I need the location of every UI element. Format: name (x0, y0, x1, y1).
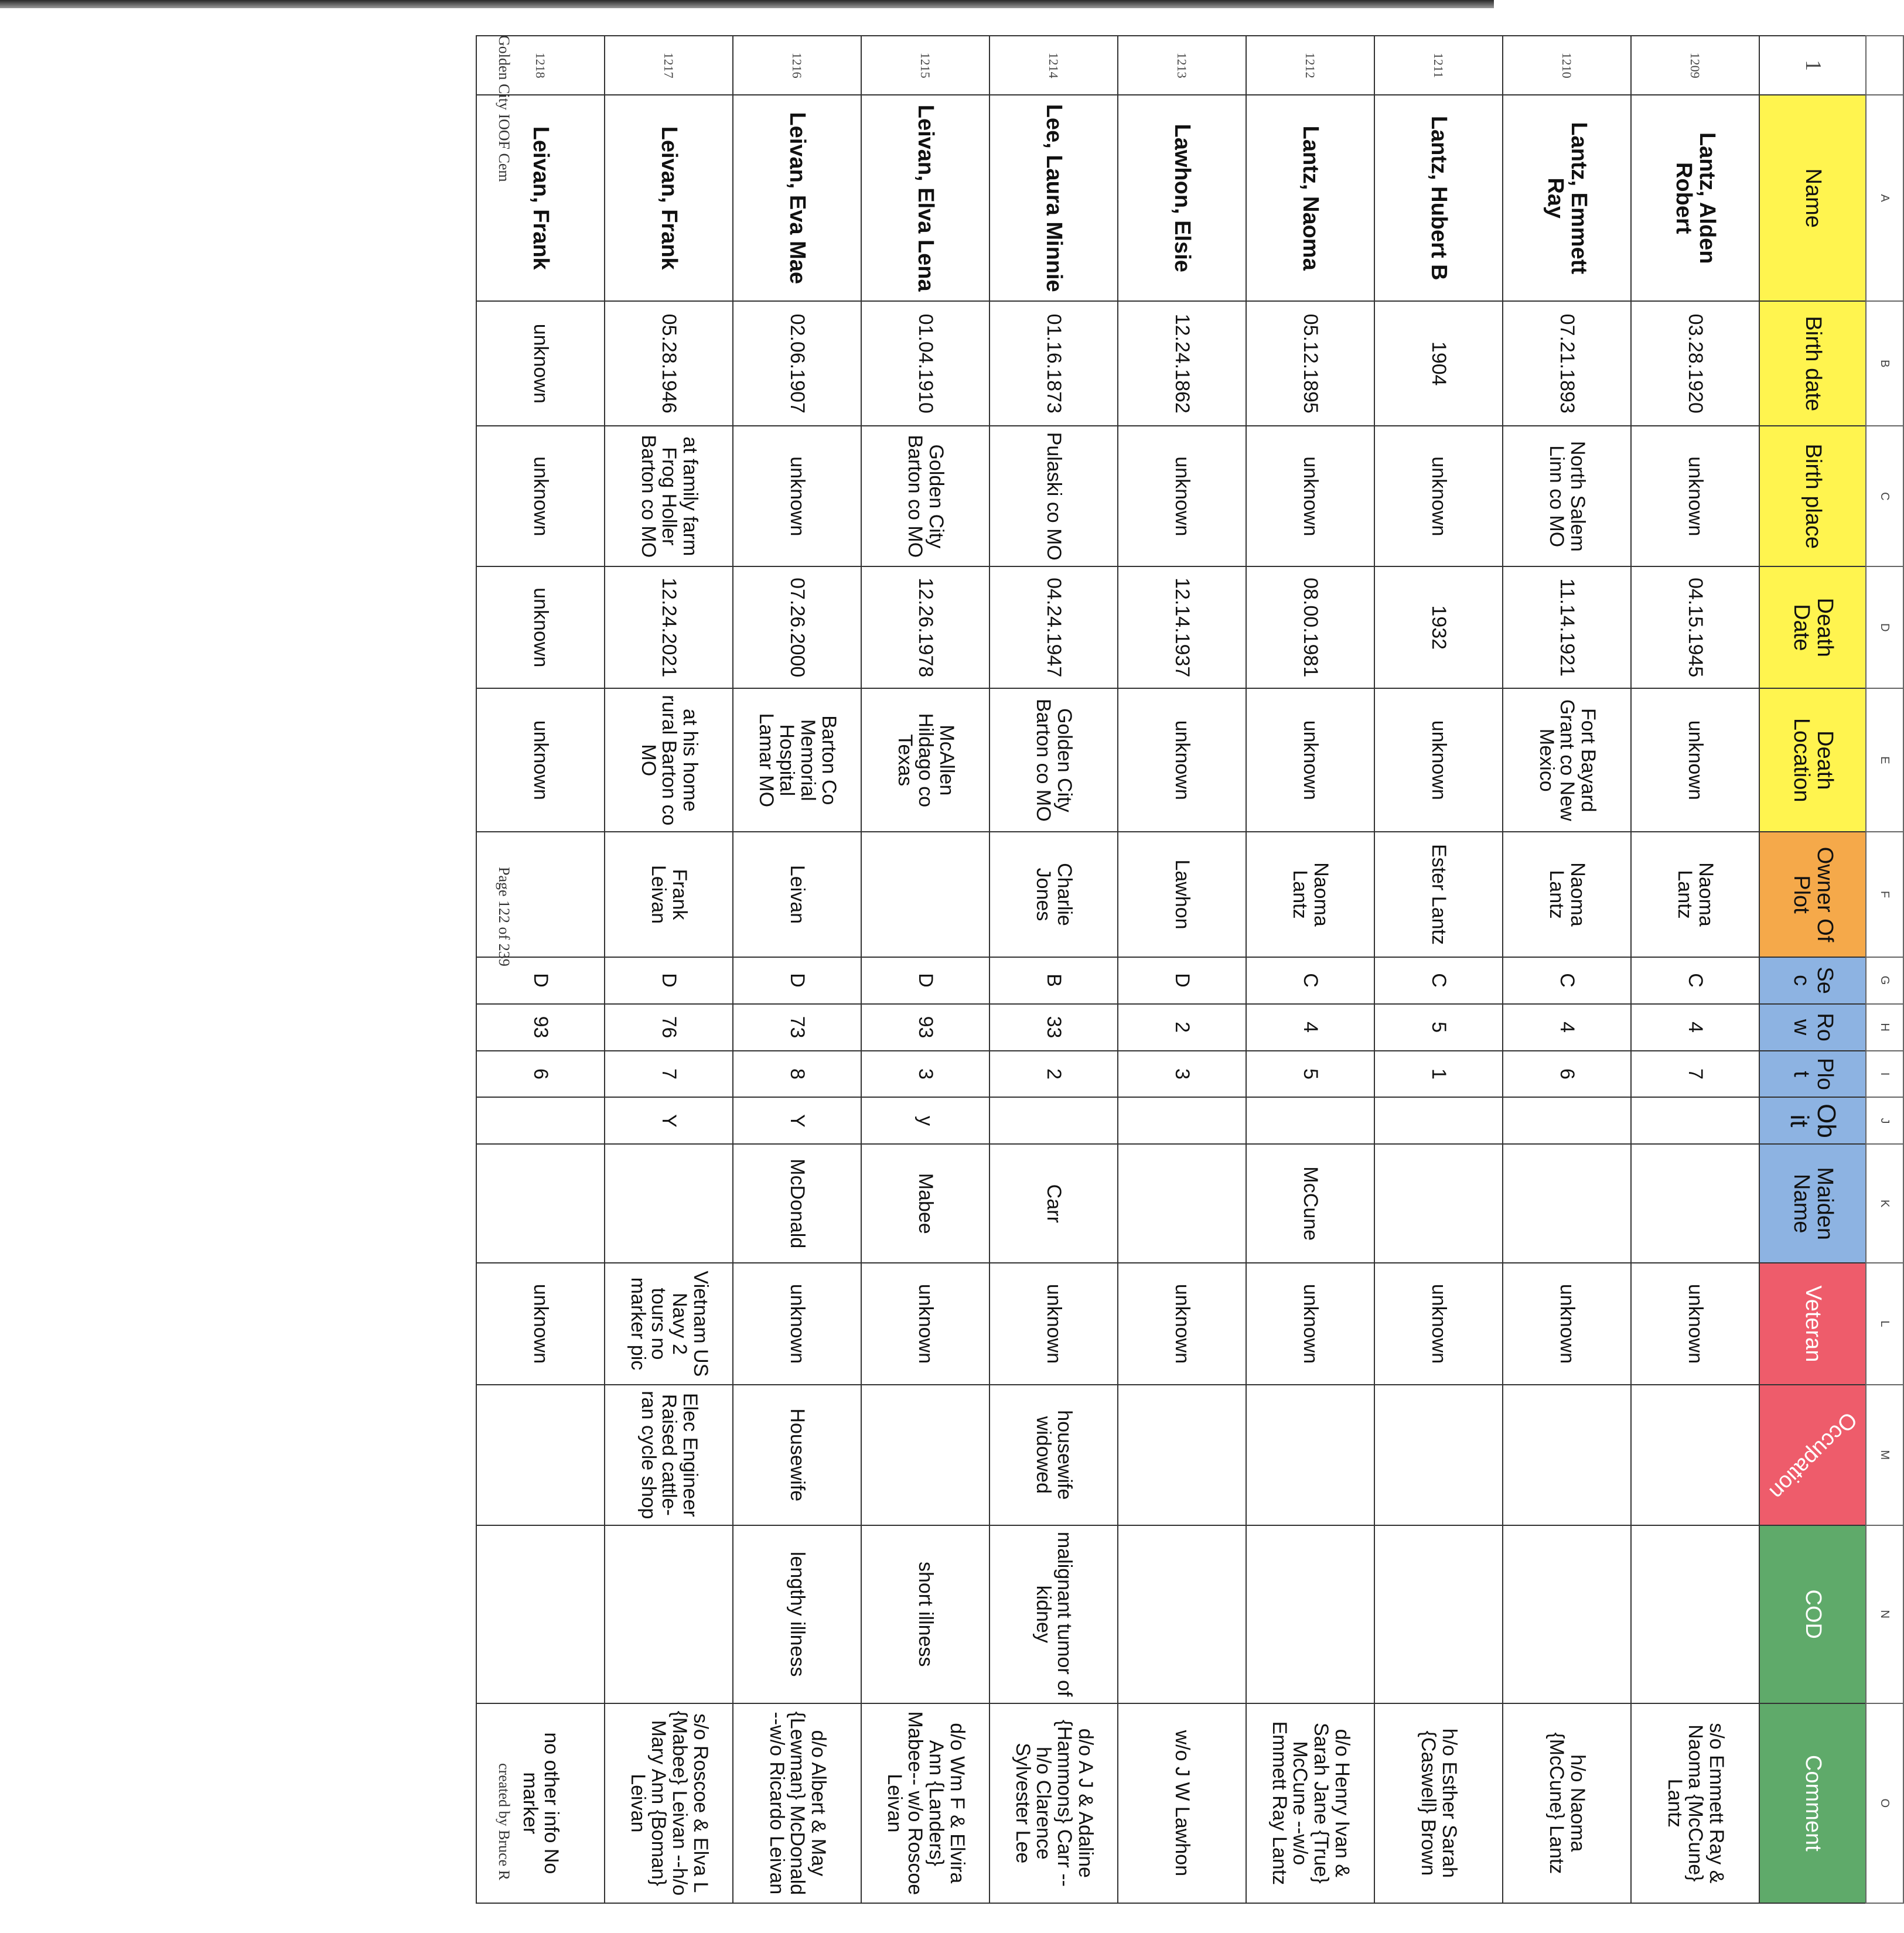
row-number: 1218 (476, 36, 605, 95)
cell-sec: B (989, 957, 1118, 1004)
cell-death-date: 12.26.1978 (861, 566, 989, 688)
cell-death-date: 12.24.2021 (605, 566, 733, 688)
cell-birth-date: 07.21.1893 (1503, 301, 1631, 426)
header-sec: Sec (1759, 957, 1866, 1004)
cell-maiden (1118, 1144, 1246, 1263)
header-maiden-name: Maiden Name (1759, 1144, 1866, 1263)
cell-plot: 7 (1631, 1051, 1759, 1098)
scan-top-edge (0, 0, 1494, 8)
cell-plot: 2 (989, 1051, 1118, 1098)
cell-death-date: 07.26.2000 (733, 566, 861, 688)
cell-death-date: 11.14.1921 (1503, 566, 1631, 688)
column-letter: O (1866, 1703, 1903, 1903)
cell-owner: Leivan (733, 832, 861, 957)
cell-comment: no other info No marker (476, 1703, 605, 1903)
header-row: Row (1759, 1004, 1866, 1051)
row-number: 1212 (1246, 36, 1374, 95)
header-plot: Plot (1759, 1051, 1866, 1098)
cemetery-records-table (476, 35, 1904, 1904)
cell-veteran: Vietnam US Navy 2 tours no marker pic (605, 1263, 733, 1385)
cell-sec: D (733, 957, 861, 1004)
cell-occupation: Housewife (733, 1385, 861, 1525)
cell-maiden (1631, 1144, 1759, 1263)
cell-birth-date: 01.16.1873 (989, 301, 1118, 426)
column-letter: L (1866, 1263, 1903, 1385)
cell-occupation: Elec Engineer Raised cattle- ran cycle shop (605, 1385, 733, 1525)
cell-occupation (1503, 1385, 1631, 1525)
header-birth-place: Birth place (1759, 426, 1866, 566)
cell-obit: Y (605, 1097, 733, 1144)
cell-owner: Lawhon (1118, 832, 1246, 957)
cell-death-date: 1932 (1374, 566, 1503, 688)
cell-cod (476, 1525, 605, 1703)
cell-death-location: unknown (1118, 688, 1246, 832)
cell-owner: Naoma Lantz (1631, 832, 1759, 957)
column-letter: K (1866, 1144, 1903, 1263)
cell-death-location: unknown (1631, 688, 1759, 832)
cell-birth-date: 05.12.1895 (1246, 301, 1374, 426)
cell-obit (1374, 1097, 1503, 1144)
column-letter: M (1866, 1385, 1903, 1525)
cell-birth-place: unknown (1374, 426, 1503, 566)
cell-occupation (1374, 1385, 1503, 1525)
column-letter-row (1866, 36, 1903, 1903)
cell-sec: D (605, 957, 733, 1004)
cell-row: 4 (1631, 1004, 1759, 1051)
cell-plot: 6 (476, 1051, 605, 1098)
column-letter (1866, 36, 1903, 95)
header-row-number: 1 (1759, 36, 1866, 95)
cell-obit (989, 1097, 1118, 1144)
cell-sec: C (1246, 957, 1374, 1004)
cell-plot: 3 (1118, 1051, 1246, 1098)
column-letter: A (1866, 95, 1903, 301)
cell-comment: w/o J W Lawhon (1118, 1703, 1246, 1903)
cell-maiden (1503, 1144, 1631, 1263)
cell-name: Lantz, Emmett Ray (1503, 95, 1631, 301)
cell-veteran: unknown (1631, 1263, 1759, 1385)
cell-maiden (1374, 1144, 1503, 1263)
row-number: 1209 (1631, 36, 1759, 95)
cell-maiden: McDonald (733, 1144, 861, 1263)
header-obit: Obit (1759, 1097, 1866, 1144)
cell-occupation (476, 1385, 605, 1525)
row-number: 1217 (605, 36, 733, 95)
cell-birth-place: Golden City Barton co MO (861, 426, 989, 566)
cell-comment: s/o Roscoe & Elva L {Mabee} Leivan --h/o Mary Ann {Boman} Leivan (605, 1703, 733, 1903)
column-letter: J (1866, 1097, 1903, 1144)
cell-name: Lee, Laura Minnie (989, 95, 1118, 301)
cell-plot: 1 (1374, 1051, 1503, 1098)
cell-row: 73 (733, 1004, 861, 1051)
table-row (1246, 36, 1374, 1903)
cell-birth-place: unknown (1631, 426, 1759, 566)
cell-birth-place: Pulaski co MO (989, 426, 1118, 566)
cell-sec: D (476, 957, 605, 1004)
header-death-location: Death Location (1759, 688, 1866, 832)
cell-veteran: unknown (989, 1263, 1118, 1385)
cell-death-location: unknown (1374, 688, 1503, 832)
row-number: 1210 (1503, 36, 1631, 95)
cell-comment: d/o Albert & May {Lewman} McDonald --w/o Ricardo Leivan (733, 1703, 861, 1903)
cell-name: Leivan, Eva Mae (733, 95, 861, 301)
rotated-page (496, 35, 1904, 1904)
header-row (1759, 36, 1866, 1903)
cell-obit (476, 1097, 605, 1144)
cell-occupation (1631, 1385, 1759, 1525)
header-veteran: Veteran (1759, 1263, 1866, 1385)
header-name: Name (1759, 95, 1866, 301)
cell-occupation (1118, 1385, 1246, 1525)
footer-center: Page 122 of 239 (496, 867, 513, 967)
cell-birth-date: 02.06.1907 (733, 301, 861, 426)
cell-cod (1374, 1525, 1503, 1703)
header-occupation-label: Occupation (1764, 1406, 1862, 1504)
cell-maiden: Carr (989, 1144, 1118, 1263)
column-letter: D (1866, 566, 1903, 688)
cell-owner: Naoma Lantz (1246, 832, 1374, 957)
cell-row: 5 (1374, 1004, 1503, 1051)
table-row (1503, 36, 1631, 1903)
cell-veteran: unknown (733, 1263, 861, 1385)
cell-sec: D (1118, 957, 1246, 1004)
cell-birth-date: unknown (476, 301, 605, 426)
header-birth-date: Birth date (1759, 301, 1866, 426)
cell-veteran: unknown (1503, 1263, 1631, 1385)
cell-veteran: unknown (1374, 1263, 1503, 1385)
cell-birth-date: 1904 (1374, 301, 1503, 426)
column-letter: F (1866, 832, 1903, 957)
cell-name: Leivan, Frank (605, 95, 733, 301)
cell-maiden (476, 1144, 605, 1263)
cell-row: 4 (1503, 1004, 1631, 1051)
column-letter: I (1866, 1051, 1903, 1098)
cell-cod (1631, 1525, 1759, 1703)
cell-death-date: 04.15.1945 (1631, 566, 1759, 688)
row-number: 1215 (861, 36, 989, 95)
cell-occupation: housewife widowed (989, 1385, 1118, 1525)
cell-death-location: unknown (476, 688, 605, 832)
table-row (605, 36, 733, 1903)
cell-maiden: McCune (1246, 1144, 1374, 1263)
cell-death-location: Barton Co Memorial Hospital Lamar MO (733, 688, 861, 832)
cell-birth-place: unknown (476, 426, 605, 566)
table-row (1118, 36, 1246, 1903)
cell-death-location: at his home rural Barton co MO (605, 688, 733, 832)
cell-birth-date: 12.24.1862 (1118, 301, 1246, 426)
cell-occupation (1246, 1385, 1374, 1525)
cell-death-location: McAllen Hildago co Texas (861, 688, 989, 832)
cell-comment: h/o Esther Sarah {Caswell} Brown (1374, 1703, 1503, 1903)
header-cod: COD (1759, 1525, 1866, 1703)
cell-sec: C (1631, 957, 1759, 1004)
column-letter: H (1866, 1004, 1903, 1051)
cell-plot: 6 (1503, 1051, 1631, 1098)
cell-occupation (861, 1385, 989, 1525)
table-row (733, 36, 861, 1903)
cell-veteran: unknown (861, 1263, 989, 1385)
cell-sec: C (1374, 957, 1503, 1004)
cell-death-location: Fort Bayard Grant co New Mexico (1503, 688, 1631, 832)
cell-death-location: unknown (1246, 688, 1374, 832)
cell-birth-place: unknown (1246, 426, 1374, 566)
cell-maiden (605, 1144, 733, 1263)
footer-right: created by Bruce R (496, 1763, 513, 1880)
cell-plot: 7 (605, 1051, 733, 1098)
cell-obit (1118, 1097, 1246, 1144)
row-number: 1216 (733, 36, 861, 95)
cell-birth-date: 01.04.1910 (861, 301, 989, 426)
cell-row: 2 (1118, 1004, 1246, 1051)
cell-comment: d/o A J & Adaline {Hammons} Carr --h/o Clarence Sylvester Lee (989, 1703, 1118, 1903)
cell-death-date: 04.24.1947 (989, 566, 1118, 688)
cell-death-date: 12.14.1937 (1118, 566, 1246, 688)
header-occupation (1759, 1385, 1866, 1525)
row-number: 1213 (1118, 36, 1246, 95)
cell-veteran: unknown (1246, 1263, 1374, 1385)
cell-name: Leivan, Elva Lena (861, 95, 989, 301)
cell-obit (1631, 1097, 1759, 1144)
footer-left: Golden City IOOF Cem (496, 35, 513, 182)
cell-cod: short illness (861, 1525, 989, 1703)
column-letter: E (1866, 688, 1903, 832)
cell-owner: Ester Lantz (1374, 832, 1503, 957)
cell-name: Lantz, Naoma (1246, 95, 1374, 301)
table-row (1631, 36, 1759, 1903)
table-row (861, 36, 989, 1903)
cell-birth-place: unknown (1118, 426, 1246, 566)
cell-plot: 3 (861, 1051, 989, 1098)
cell-obit: Y (733, 1097, 861, 1144)
header-owner-of-plot: Owner Of Plot (1759, 832, 1866, 957)
row-number: 1214 (989, 36, 1118, 95)
cell-row: 93 (476, 1004, 605, 1051)
cell-cod: lengthy illness (733, 1525, 861, 1703)
cell-obit (1246, 1097, 1374, 1144)
header-death-date: Death Date (1759, 566, 1866, 688)
cell-veteran: unknown (476, 1263, 605, 1385)
table-row (1374, 36, 1503, 1903)
cell-birth-place: at family farm Frog Holler Barton co MO (605, 426, 733, 566)
cell-cod (1118, 1525, 1246, 1703)
cell-sec: D (861, 957, 989, 1004)
column-letter: C (1866, 426, 1903, 566)
table-row (989, 36, 1118, 1903)
cell-birth-place: unknown (733, 426, 861, 566)
table-row (476, 36, 605, 1903)
cell-sec: C (1503, 957, 1631, 1004)
cell-comment: s/o Emmett Ray & Naoma {McCune} Lantz (1631, 1703, 1759, 1903)
cell-death-date: 08.00.1981 (1246, 566, 1374, 688)
cell-row: 33 (989, 1004, 1118, 1051)
cell-death-location: Golden City Barton co MO (989, 688, 1118, 832)
column-letter: N (1866, 1525, 1903, 1703)
cell-birth-date: 03.28.1920 (1631, 301, 1759, 426)
cell-owner (861, 832, 989, 957)
header-comment: Comment (1759, 1703, 1866, 1903)
cell-name: Lantz, Alden Robert (1631, 95, 1759, 301)
cell-plot: 5 (1246, 1051, 1374, 1098)
cell-name: Leivan, Frank (476, 95, 605, 301)
cell-owner: Frank Leivan (605, 832, 733, 957)
cell-comment: d/o Henry Ivan & Sarah Jane {True} McCune --w/o Emmett Ray Lantz (1246, 1703, 1374, 1903)
cell-cod (1503, 1525, 1631, 1703)
column-letter: G (1866, 957, 1903, 1004)
row-number: 1211 (1374, 36, 1503, 95)
cell-owner: Naoma Lantz (1503, 832, 1631, 957)
cell-obit (1503, 1097, 1631, 1144)
cell-birth-date: 05.28.1946 (605, 301, 733, 426)
cell-death-date: unknown (476, 566, 605, 688)
cell-row: 4 (1246, 1004, 1374, 1051)
cell-cod (1246, 1525, 1374, 1703)
cell-cod (605, 1525, 733, 1703)
cell-row: 93 (861, 1004, 989, 1051)
cell-maiden: Mabee (861, 1144, 989, 1263)
cell-comment: d/o Wm F & Elvira Ann {Landers} Mabee-- w/o Roscoe Leivan (861, 1703, 989, 1903)
cell-obit: y (861, 1097, 989, 1144)
cell-owner: Charlie Jones (989, 832, 1118, 957)
cell-name: Lawhon, Elsie (1118, 95, 1246, 301)
cell-row: 76 (605, 1004, 733, 1051)
cell-cod: malignant tumor of kidney (989, 1525, 1118, 1703)
cell-veteran: unknown (1118, 1263, 1246, 1385)
cell-plot: 8 (733, 1051, 861, 1098)
cell-comment: h/o Naoma {McCune} Lantz (1503, 1703, 1631, 1903)
cell-name: Lantz, Hubert B (1374, 95, 1503, 301)
column-letter: B (1866, 301, 1903, 426)
cell-birth-place: North Salem Linn co MO (1503, 426, 1631, 566)
